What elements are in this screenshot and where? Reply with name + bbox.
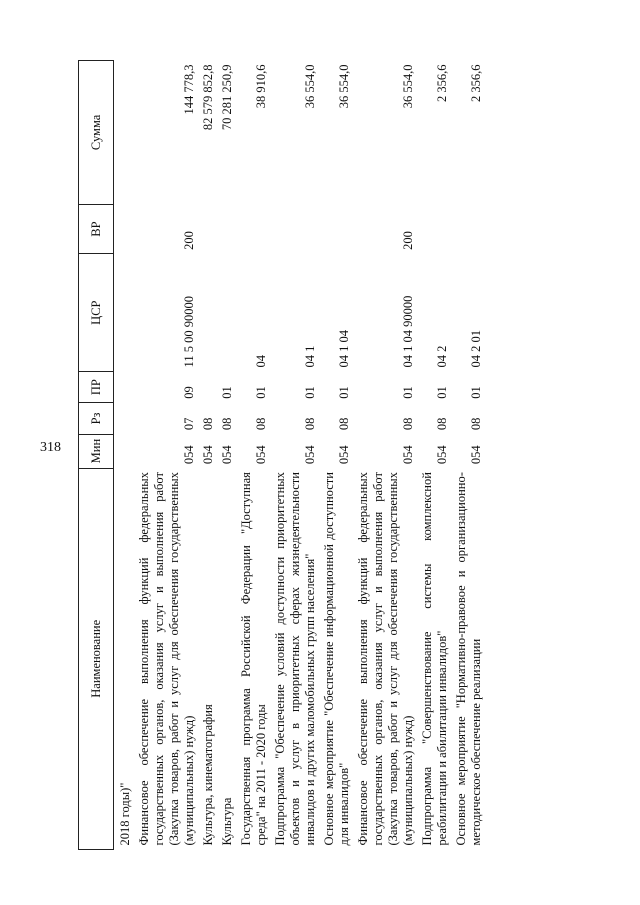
cell-name: Государственная программа Российской Федерации "Доступная среда" на 2011 - 2020 годы [239, 472, 268, 846]
cell-name: 2018 годы)" [118, 782, 132, 846]
cell-rz: 08 [401, 417, 415, 431]
table-row [418, 61, 452, 850]
header-csr: ЦСР [79, 254, 114, 372]
cell-vr [271, 204, 320, 254]
cell-name: Финансовое обеспечение выполнения функций федеральных государственных органов, оказания услуг и выполнения работ (Закупка товаров, работ и услуг для обеспечения государственных (муниципальных) нужд) [356, 472, 415, 846]
cell-vr: 200 [401, 231, 415, 250]
table-row [114, 61, 136, 850]
cell-sum: 36 554,0 [401, 64, 415, 109]
cell-name: Подпрограмма "Совершенствование системы комплексной реабилитации и абилитации инвалидов" [420, 472, 449, 846]
header-name: Наименование [79, 468, 114, 849]
cell-min: 054 [401, 445, 415, 465]
cell-rz [114, 403, 136, 434]
cell-sum: 144 778,3 [182, 64, 196, 115]
cell-rz: 07 [182, 417, 196, 431]
cell-name: Культура, кинематография [201, 704, 215, 846]
cell-min: 054 [337, 445, 351, 465]
cell-rz: 08 [435, 417, 449, 431]
cell-sum: 38 910,6 [254, 64, 268, 109]
cell-pr: 01 [220, 386, 234, 399]
table-row [135, 61, 199, 850]
cell-vr [114, 204, 136, 254]
table-row [354, 61, 418, 850]
cell-pr: 01 [401, 386, 415, 399]
budget-table [78, 60, 486, 850]
cell-sum: 36 554,0 [337, 64, 351, 109]
cell-rz: 08 [201, 417, 215, 431]
cell-min: 054 [254, 445, 268, 465]
cell-csr: 04 [254, 354, 268, 368]
table-row [320, 61, 354, 850]
cell-csr: 11 5 00 90000 [182, 296, 196, 368]
cell-pr [114, 371, 136, 402]
cell-sum: 2 356,6 [469, 64, 483, 102]
cell-pr [199, 371, 218, 402]
cell-pr: 01 [337, 386, 351, 399]
cell-pr: 01 [469, 386, 483, 399]
cell-csr [218, 254, 237, 372]
cell-vr [320, 204, 354, 254]
cell-min: 054 [201, 445, 215, 465]
cell-name: Основное мероприятие "Нормативно-правовое и организационно-методическое обеспечение реализации [454, 472, 483, 846]
cell-csr: 04 2 [435, 345, 449, 368]
cell-pr: 01 [254, 386, 268, 399]
cell-min [114, 434, 136, 468]
header-rz: Рз [79, 403, 114, 434]
cell-vr [237, 204, 271, 254]
table-header-row [79, 61, 114, 850]
cell-min: 054 [220, 445, 234, 465]
table-row [199, 61, 218, 850]
cell-csr: 04 1 [303, 345, 317, 368]
cell-min: 054 [182, 445, 196, 465]
cell-rz: 08 [469, 417, 483, 431]
header-pr: ПР [79, 371, 114, 402]
header-vr: ВР [79, 204, 114, 254]
table-row [271, 61, 320, 850]
table-row [452, 61, 486, 850]
cell-pr: 01 [303, 386, 317, 399]
cell-rz: 08 [220, 417, 234, 431]
header-min: Мин [79, 434, 114, 468]
cell-name: Культура [220, 797, 234, 846]
header-sum: Сумма [79, 61, 114, 205]
cell-csr [114, 254, 136, 372]
cell-vr [199, 204, 218, 254]
cell-csr [199, 254, 218, 372]
table-body [114, 61, 487, 850]
cell-rz: 08 [254, 417, 268, 431]
rotated-page-content [78, 60, 598, 850]
cell-pr: 09 [182, 386, 196, 399]
cell-rz: 08 [303, 417, 317, 431]
cell-sum: 36 554,0 [303, 64, 317, 109]
cell-min: 054 [435, 445, 449, 465]
cell-sum: 82 579 852,8 [201, 64, 215, 131]
cell-pr: 01 [435, 386, 449, 399]
page-number: 318 [40, 440, 61, 455]
cell-rz: 08 [337, 417, 351, 431]
cell-sum: 2 356,6 [435, 64, 449, 102]
cell-vr [218, 204, 237, 254]
cell-sum: 70 281 250,9 [220, 64, 234, 131]
table-row [237, 61, 271, 850]
cell-min: 054 [469, 445, 483, 465]
cell-sum [114, 61, 136, 205]
table-row [218, 61, 237, 850]
cell-vr: 200 [182, 231, 196, 250]
cell-name: Подпрограмма "Обеспечение условий доступности приоритетных объектов и услуг в приоритетных сферах жизнедеятельности инвалидов и других маломобильных групп населения" [273, 472, 317, 846]
cell-min: 054 [303, 445, 317, 465]
cell-csr: 04 1 04 90000 [401, 295, 415, 368]
cell-vr [418, 204, 452, 254]
cell-vr [452, 204, 486, 254]
cell-csr: 04 2 01 [469, 329, 483, 368]
cell-csr: 04 1 04 [337, 329, 351, 368]
cell-name: Основное мероприятие "Обеспечение информационной доступности для инвалидов" [322, 472, 351, 846]
cell-name: Финансовое обеспечение выполнения функций федеральных государственных органов, оказания услуг и выполнения работ (Закупка товаров, работ и услуг для обеспечения государственных (муниципальных) нужд) [137, 472, 196, 846]
